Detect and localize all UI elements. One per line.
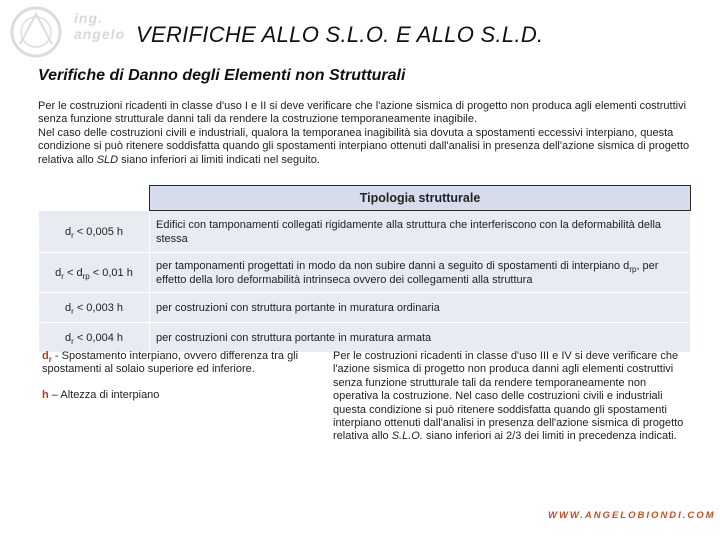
intro-p2-sld: SLD	[96, 153, 119, 166]
note-text: Per le costruzioni ricadenti in classe d'uso III e IV si deve verificare che l'azione sismica di progetto non produca danni agli elementi costruttivi senza funzione strutturale tali da rendere temporaneamente non operativa la costruzione. Nel caso delle costruzioni civili e industriali questa condizione si può ritenere soddisfatta quando gli spostamenti interpiano ottenuti dall'analisi in presenza dell'azione sismica di progetto relativa allo	[333, 350, 684, 443]
dr-description: - Spostamento interpiano, ovvero differenza tra gli spostamenti al solaio superiore ed inferiore.	[42, 350, 299, 376]
typology-description: per costruzioni con struttura portante in muratura ordinaria	[150, 293, 691, 323]
intro-p2-end: siano inferiori ai limiti indicati nel seguito.	[118, 153, 320, 166]
table-row	[39, 323, 691, 353]
structural-typology-table	[38, 185, 691, 353]
legend-h	[42, 389, 314, 402]
symbols-legend	[42, 350, 314, 414]
intro-p2-text: Nel caso delle costruzioni civili e industriali, qualora la temporanea inagibilità sia dovuta a spostamenti eccessivi interpiano, questa condizione si può ritenere soddisfatta quando gli spostamenti interpiano ottenuti dall'analisi in presenza dell'azione sismica di progetto relativa allo	[38, 126, 690, 166]
legend-dr	[42, 350, 314, 377]
typology-description: per costruzioni con struttura portante in muratura armata	[150, 323, 691, 353]
h-description: – Altezza di interpiano	[48, 388, 160, 401]
section-title: Verifiche di Danno degli Elementi non Strutturali	[38, 67, 406, 84]
intro-text	[38, 100, 690, 167]
table-header: Tipologia strutturale	[150, 186, 691, 211]
table-row	[39, 253, 691, 293]
h-symbol: h	[42, 388, 49, 401]
slide-title: VERIFICHE ALLO S.L.O. E ALLO S.L.D.	[136, 22, 544, 47]
table-header-spacer	[39, 186, 150, 211]
dr-symbol: $d_r$	[42, 350, 52, 365]
limit-condition: $d_r < 0,005$ h	[39, 211, 150, 253]
table-row	[39, 211, 691, 253]
intro-paragraph-2	[38, 127, 690, 167]
limit-condition: $d_r < d_{rp} < 0,01$ h	[39, 253, 150, 293]
watermark	[6, 2, 126, 62]
typology-description: Edifici con tamponamenti collegati rigidamente alla struttura che interferiscono con la deformabilità della stessa	[150, 211, 691, 253]
typology-description: per tamponamenti progettati in modo da non subire danni a seguito di spostamenti di interpiano $d_{rp}$, per effetto della loro deformabilità intrinseca ovvero dei collegamenti alla struttura	[150, 253, 691, 293]
intro-paragraph-1: Per le costruzioni ricadenti in classe d'uso I e II si deve verificare che l'azione sismica di progetto non produca agli elementi costruttivi senza funzione strutturale danni tali da rendere la costruzione temporaneamente inagibile.	[38, 100, 687, 126]
watermark-logo-icon	[6, 2, 76, 62]
table-row	[39, 293, 691, 323]
note-slo: S.L.O.	[391, 430, 423, 443]
class-iii-iv-note	[333, 350, 693, 444]
limit-condition: $d_r < 0,004$ h	[39, 323, 150, 353]
watermark-text: ing. angelo	[74, 10, 126, 42]
limit-condition: $d_r < 0,003$ h	[39, 293, 150, 323]
note-end: siano inferiori ai 2/3 dei limiti in precedenza indicati.	[422, 430, 677, 443]
table-header-row	[39, 186, 691, 211]
brand-footer: WWW.ANGELOBIONDI.COM	[548, 510, 716, 521]
